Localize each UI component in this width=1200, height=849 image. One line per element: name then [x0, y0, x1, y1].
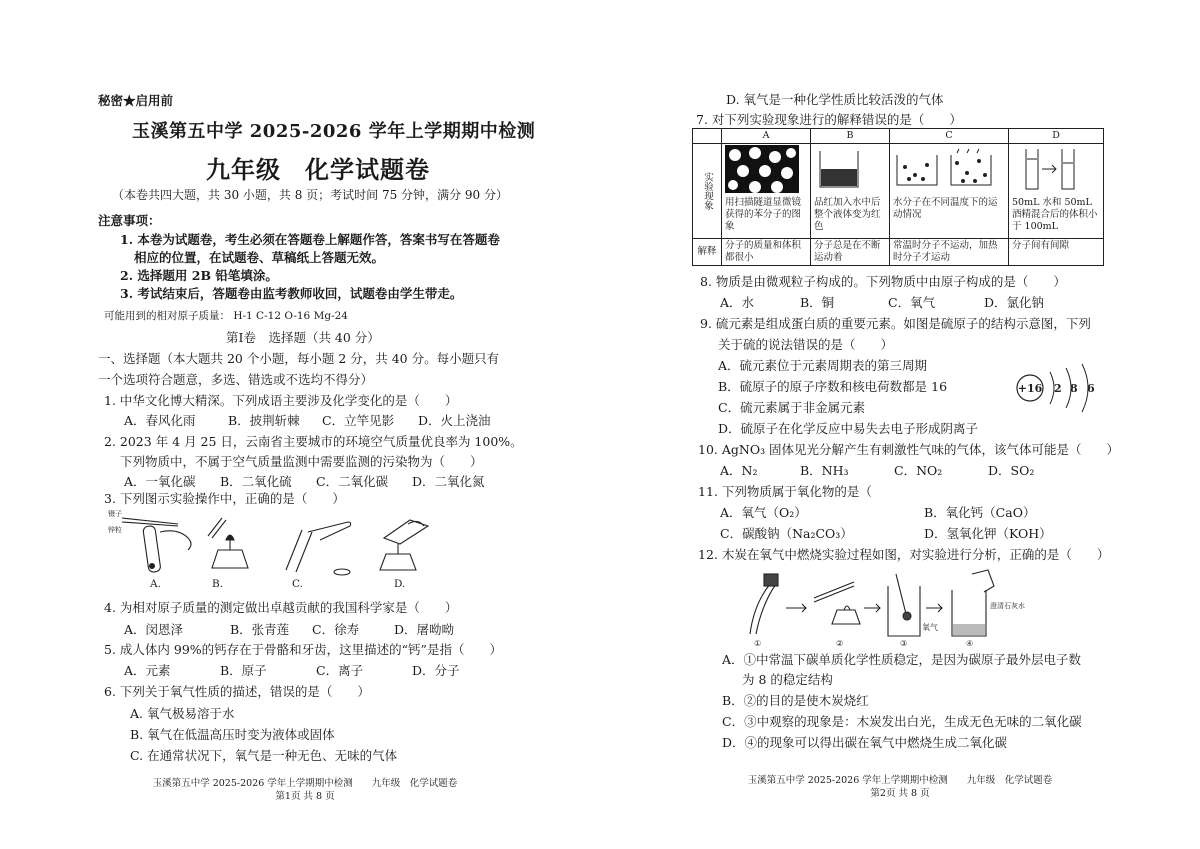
section-title: 第Ⅰ卷 选择题（共 40 分）: [226, 330, 380, 345]
part-one-instruction: 一个选项符合题意，多选、错选或不选均不得分）: [98, 372, 374, 387]
note-line: 2. 选择题用 2B 铅笔填涂。: [120, 268, 278, 283]
exam-info: （本卷共四大题，共 30 小题，共 8 页；考试时间 75 分钟，满分 90 分）: [112, 188, 508, 202]
q8-option-d: D．氯化钠: [984, 295, 1045, 310]
shell-electrons-2: 8: [1070, 382, 1078, 395]
table-header-a: A: [722, 129, 811, 144]
nucleus-charge: +16: [1017, 382, 1043, 395]
grade-label: 九年级: [206, 155, 281, 184]
q6-option-a: A. 氧气极易溶于水: [130, 706, 235, 721]
q2-option-b: B．二氧化硫: [220, 474, 292, 489]
charcoal-combustion-figure: [740, 568, 1025, 648]
table-header-row: [693, 129, 1104, 144]
shell-electrons-3: 6: [1087, 382, 1095, 395]
q11-option-d: D．氢氧化钾（KOH）: [924, 526, 1052, 541]
q11-option-b: B．氧化钙（CaO）: [924, 505, 1036, 520]
q9-option-a: A．硫元素位于元素周期表的第三周期: [718, 358, 928, 373]
q8-option-b: B．铜: [800, 295, 835, 310]
q12-option-a: A．①中常温下碳单质化学性质稳定，是因为碳原子最外层电子数: [722, 652, 1082, 667]
question-1: 1. 中华文化博大精深。下列成语主要涉及化学变化的是（ ）: [104, 393, 458, 408]
note-line: 1. 本卷为试题卷，考生必须在答题卷上解题作答，答案书写在答题卷: [120, 232, 500, 247]
table-corner: [693, 129, 722, 144]
question-2: 2. 2023 年 4 月 25 日，云南省主要城市的环境空气质量优良率为 100%。: [104, 434, 523, 449]
confidential-mark: 秘密★启用前: [98, 93, 174, 108]
q10-option-d: D．SO₂: [988, 463, 1035, 478]
note-line: 相应的位置，在试题卷、草稿纸上答题无效。: [134, 250, 385, 265]
q2-option-c: C．二氧化碳: [316, 474, 389, 489]
q10-option-b: B．NH₃: [800, 463, 849, 478]
q6-option-b: B. 氧气在低温高压时变为液体或固体: [130, 727, 335, 742]
cell-text: 50mL 水和 50mL 酒精混合后的体积小于 100mL: [1012, 197, 1098, 232]
question-2-cont: 下列物质中，不属于空气质量监测中需要监测的污染物为（ ）: [120, 454, 483, 469]
graduated-cylinder-icon: [1012, 145, 1092, 193]
q2-option-a: A．一氧化碳: [124, 474, 196, 489]
q1-option-b: B．披荆斩棘: [228, 413, 300, 428]
page-2-footer: 玉溪第五中学 2025-2026 学年上学期期中检测 九年级 化学试题卷: [747, 775, 1053, 786]
benzene-stm-image: [725, 145, 799, 193]
beaker-icon: [814, 145, 864, 193]
table-row: [693, 239, 1104, 266]
table-cell-c2: 常温时分子不运动，加热时分子才运动: [890, 239, 1009, 266]
sulfur-atom-diagram: [1010, 360, 1110, 416]
page-1-footer: 玉溪第五中学 2025-2026 学年上学期期中检测 九年级 化学试题卷: [152, 778, 458, 789]
q11-option-c: C．碳酸钠（Na₂CO₃）: [720, 526, 853, 541]
q6-option-c: C. 在通常状况下，氧气是一种无色、无味的气体: [130, 748, 398, 763]
shell-electrons-1: 2: [1054, 382, 1062, 395]
q11-option-a: A．氧气（O₂）: [720, 505, 807, 520]
q9-option-c: C．硫元素属于非金属元素: [718, 400, 866, 415]
step-1-label: ①: [754, 639, 762, 648]
q9-option-b: B．硫原子的原子序数和核电荷数都是 16: [718, 379, 948, 394]
tweezers-label: 镊子: [108, 510, 122, 518]
question-4: 4. 为相对原子质量的测定做出卓越贡献的我国科学家是（ ）: [104, 600, 458, 615]
table-cell-c1: [890, 144, 1009, 239]
q10-option-c: C．NO₂: [894, 463, 943, 478]
step-4-label: ④: [966, 639, 974, 648]
q4-option-b: B．张青莲: [230, 622, 290, 637]
q7-experiment-table: [692, 128, 1104, 266]
q3-operation-figures: [108, 510, 438, 580]
q12-option-a-cont: 为 8 的稳定结构: [742, 672, 833, 687]
q4-option-c: C．徐寿: [312, 622, 360, 637]
q5-option-c: C．离子: [316, 663, 364, 678]
table-header-c: C: [890, 129, 1009, 144]
q1-option-c: C．立竿见影: [322, 413, 395, 428]
zinc-label: 锌粒: [108, 526, 122, 534]
q9-option-d: D．硫原子在化学反应中易失去电子形成阴离子: [718, 421, 979, 436]
note-line: 3. 考试结束后，答题卷由监考教师收回，试题卷由学生带走。: [120, 286, 463, 301]
table-cell-a1: [722, 144, 811, 239]
step-3-label: ③: [900, 639, 908, 648]
limewater-label: 澄清石灰水: [990, 602, 1025, 610]
question-7: 7. 对下列实验现象进行的解释错误的是（ ）: [696, 112, 962, 127]
q2-option-d: D．二氧化氮: [412, 474, 485, 489]
q10-option-a: A．N₂: [720, 463, 758, 478]
question-11: 11. 下列物质属于氧化物的是（: [698, 484, 872, 499]
q1-option-a: A．春风化雨: [124, 413, 196, 428]
q3-label-d: D.: [394, 578, 406, 590]
atomic-mass-info: 可能用到的相对原子质量： H-1 C-12 O-16 Mg-24: [104, 310, 348, 322]
question-5: 5. 成人体内 99%的钙存在于骨骼和牙齿，这里描述的“钙”是指（ ）: [104, 642, 502, 657]
cell-text: 水分子在不同温度下的运动情况: [893, 197, 998, 220]
q5-option-b: B．原子: [220, 663, 267, 678]
row-label-phenomenon: 实验现象: [693, 144, 722, 239]
table-cell-d1: [1009, 144, 1104, 239]
table-cell-d2: 分子间有间隙: [1009, 239, 1104, 266]
question-6: 6. 下列关于氧气性质的描述，错误的是（ ）: [104, 684, 370, 699]
q4-option-d: D．屠呦呦: [394, 622, 455, 637]
page-1-number: 第1页 共 8 页: [275, 791, 335, 802]
q12-option-b: B．②的目的是使木炭烧红: [722, 693, 869, 708]
question-8: 8. 物质是由微观粒子构成的。下列物质中由原子构成的是（ ）: [700, 274, 1066, 289]
cell-text: 品红加入水中后整个液体变为红色: [814, 197, 881, 232]
question-3: 3. 下列图示实验操作中，正确的是（ ）: [104, 491, 345, 506]
q8-option-a: A．水: [720, 295, 755, 310]
q3-label-c: C.: [292, 578, 303, 590]
paper-title: [206, 150, 430, 185]
row-label-explanation: 解释: [693, 239, 722, 266]
table-row: [693, 144, 1104, 239]
school-title: 玉溪第五中学 2025-2026 学年上学期期中检测: [132, 121, 536, 142]
question-12: 12. 木炭在氧气中燃烧实验过程如图，对实验进行分析，正确的是（ ）: [698, 547, 1110, 562]
part-one-instruction: 一、选择题（本大题共 20 个小题，每小题 2 分，共 40 分。每小题只有: [98, 351, 500, 366]
q5-option-d: D．分子: [412, 663, 460, 678]
q3-label-b: B.: [212, 578, 224, 590]
q4-option-a: A．闵恩泽: [124, 622, 184, 637]
q5-option-a: A．元素: [124, 663, 171, 678]
q1-option-d: D．火上浇油: [418, 413, 491, 428]
step-2-label: ②: [836, 639, 844, 648]
q8-option-c: C．氧气: [888, 295, 936, 310]
table-header-d: D: [1009, 129, 1104, 144]
page-2-number: 第2页 共 8 页: [870, 788, 930, 799]
question-9-cont: 关于硫的说法错误的是（ ）: [718, 337, 894, 352]
table-header-b: B: [811, 129, 890, 144]
table-cell-b2: 分子总是在不断运动着: [811, 239, 890, 266]
q3-label-a: A.: [150, 578, 161, 590]
water-molecules-icon: [893, 145, 997, 193]
q12-option-c: C．③中观察的现象是：木炭发出白光，生成无色无味的二氧化碳: [722, 714, 1082, 729]
q12-option-d: D．④的现象可以得出碳在氧气中燃烧生成二氧化碳: [722, 735, 1008, 750]
subject-label: 化学试题卷: [305, 155, 430, 184]
question-9: 9. 硫元素是组成蛋白质的重要元素。如图是硫原子的结构示意图，下列: [700, 316, 1091, 331]
notes-heading: 注意事项：: [98, 213, 161, 228]
cell-text: 用扫描隧道显微镜获得的苯分子的图象: [725, 197, 802, 232]
question-10: 10. AgNO₃ 固体见光分解产生有刺激性气味的气体，该气体可能是（ ）: [698, 442, 1120, 457]
table-cell-b1: [811, 144, 890, 239]
oxygen-label: 氧气: [922, 623, 938, 632]
table-cell-a2: 分子的质量和体积都很小: [722, 239, 811, 266]
q6-option-d: D. 氧气是一种化学性质比较活泼的气体: [726, 92, 944, 107]
